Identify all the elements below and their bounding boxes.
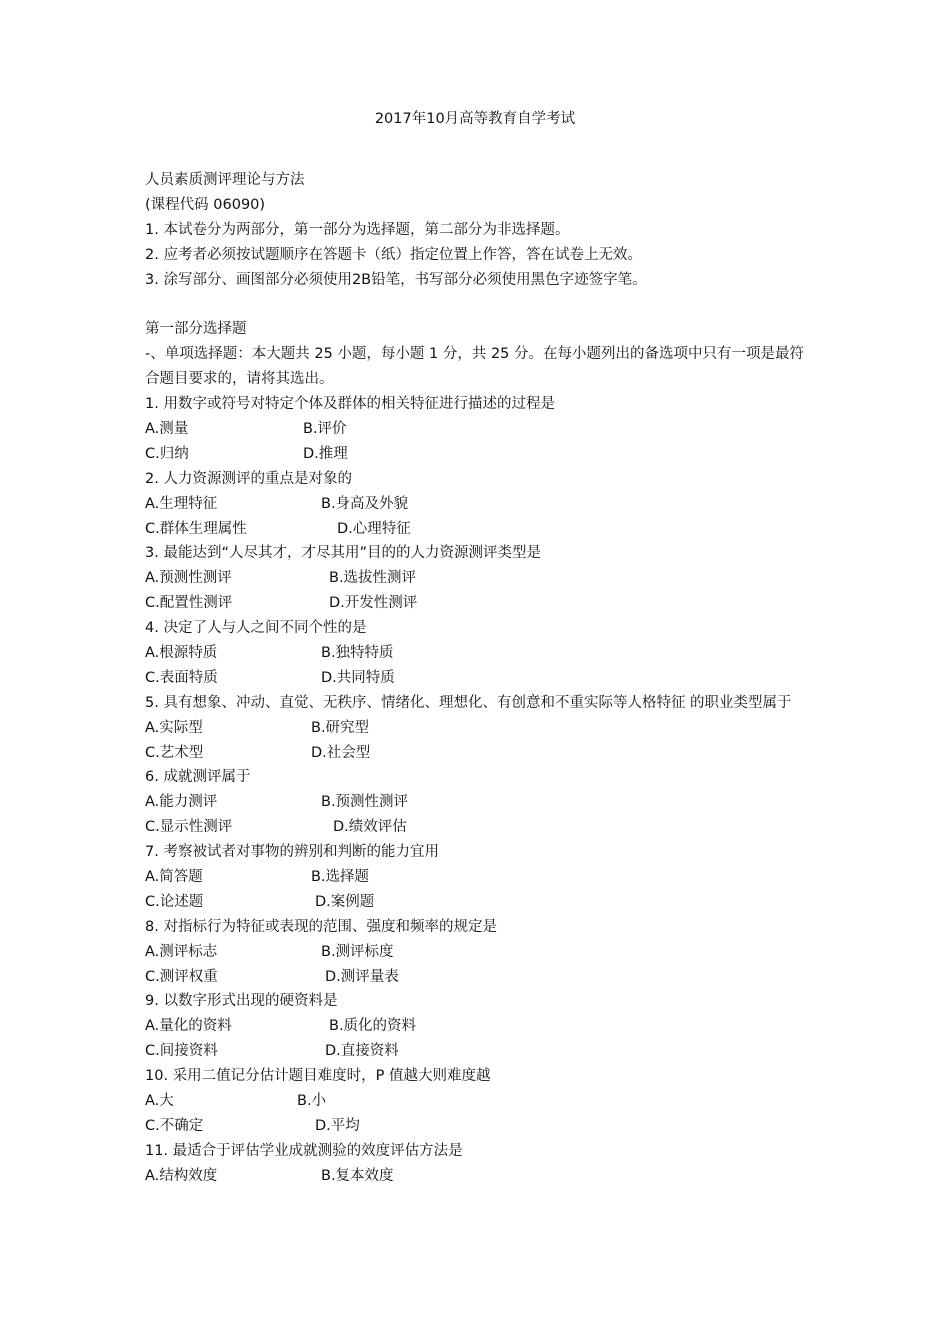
options-row bbox=[145, 716, 815, 741]
option-a: A.测评标志 bbox=[145, 943, 218, 960]
option-b: B.预测性测评 bbox=[321, 794, 409, 811]
exam-title: 2017年10月高等教育自学考试 bbox=[374, 111, 576, 127]
options-row bbox=[145, 492, 815, 517]
options-row bbox=[145, 865, 815, 890]
question-text: 8. 对指标行为特征或表现的范围、强度和频率的规定是 bbox=[145, 918, 497, 935]
option-d: D.开发性测评 bbox=[329, 595, 418, 612]
option-b: B.复本效度 bbox=[321, 1167, 394, 1184]
options-row bbox=[145, 1039, 815, 1064]
question-text: 3. 最能达到“人尽其才，才尽其用”目的的人力资源测评类型是 bbox=[145, 545, 541, 562]
subject-name: 人员素质测评理论与方法 bbox=[145, 172, 305, 188]
option-a: A.大 bbox=[145, 1093, 174, 1109]
options-row bbox=[145, 741, 815, 766]
option-c: C.测评权重 bbox=[145, 968, 218, 985]
options-row bbox=[145, 442, 815, 467]
option-d: D.平均 bbox=[315, 1117, 360, 1134]
options-row bbox=[145, 666, 815, 691]
options-row bbox=[145, 591, 815, 616]
option-d: D.推理 bbox=[303, 445, 348, 462]
option-a: A.结构效度 bbox=[145, 1167, 218, 1184]
option-c: C.间接资料 bbox=[145, 1043, 218, 1060]
exam-content bbox=[145, 168, 815, 1189]
option-d: D.案例题 bbox=[315, 893, 375, 910]
option-c: C.艺术型 bbox=[145, 744, 204, 761]
options-row bbox=[145, 1014, 815, 1039]
options-row bbox=[145, 517, 815, 542]
option-b: B.选拔性测评 bbox=[329, 570, 417, 587]
option-c: C.配置性测评 bbox=[145, 595, 233, 612]
option-b: B.测评标度 bbox=[321, 943, 394, 960]
question-text: 9. 以数字形式出现的硬资料是 bbox=[145, 993, 338, 1010]
options-row bbox=[145, 1089, 815, 1114]
option-a: A.量化的资料 bbox=[145, 1018, 232, 1035]
option-a: A.根源特质 bbox=[145, 644, 218, 661]
question-text: 2. 人力资源测评的重点是对象的 bbox=[145, 470, 352, 487]
option-b: B.研究型 bbox=[311, 719, 370, 736]
options-row bbox=[145, 1164, 815, 1189]
option-c: C.群体生理属性 bbox=[145, 520, 247, 537]
option-c: C.论述题 bbox=[145, 893, 204, 910]
options-row bbox=[145, 815, 815, 840]
option-b: B.小 bbox=[297, 1093, 327, 1109]
question-text: 6. 成就测评属于 bbox=[145, 769, 251, 786]
options-row bbox=[145, 1114, 815, 1139]
instruction-1: 1. 本试卷分为两部分，第一部分为选择题，第二部分为非选择题。 bbox=[145, 221, 570, 238]
option-a: A.实际型 bbox=[145, 719, 203, 736]
option-a: A.测量 bbox=[145, 420, 189, 437]
option-d: D.测评量表 bbox=[325, 968, 399, 985]
option-b: B.质化的资料 bbox=[329, 1018, 417, 1035]
option-b: B.选择题 bbox=[311, 868, 370, 885]
option-a: A.生理特征 bbox=[145, 495, 218, 512]
section-intro: -、单项选择题：本大题共 25 小题，每小题 1 分，共 25 分。在每小题列出的备选项中只有一项是最符合题目要求的，请将其选出。 bbox=[145, 346, 805, 388]
option-b: B.评价 bbox=[303, 420, 347, 437]
option-d: D.心理特征 bbox=[337, 520, 411, 537]
option-c: C.显示性测评 bbox=[145, 819, 233, 836]
question-text: 5. 具有想象、冲动、直觉、无秩序、情绪化、理想化、有创意和不重实际等人格特征 的职业类型属于 bbox=[145, 694, 792, 711]
option-c: C.表面特质 bbox=[145, 669, 218, 686]
options-row bbox=[145, 890, 815, 915]
option-a: A.能力测评 bbox=[145, 794, 218, 811]
option-d: D.绩效评估 bbox=[333, 819, 407, 836]
options-row bbox=[145, 641, 815, 666]
question-text: 1. 用数字或符号对特定个体及群体的相关特征进行描述的过程是 bbox=[145, 396, 555, 413]
question-text: 11. 最适合于评估学业成就测验的效度评估方法是 bbox=[145, 1142, 463, 1159]
option-c: C.归纳 bbox=[145, 445, 189, 462]
options-row bbox=[145, 965, 815, 990]
options-row bbox=[145, 940, 815, 965]
part-title: 第一部分选择题 bbox=[145, 321, 247, 338]
options-row bbox=[145, 566, 815, 591]
instruction-3: 3. 涂写部分、画图部分必须使用2B铅笔，书写部分必须使用黑色字迹签字笔。 bbox=[145, 271, 647, 288]
question-text: 4. 决定了人与人之间不同个性的是 bbox=[145, 620, 367, 637]
question-text: 10. 采用二值记分估计题目难度时，P 值越大则难度越 bbox=[145, 1068, 491, 1085]
question-text: 7. 考察被试者对事物的辨别和判断的能力宜用 bbox=[145, 844, 439, 861]
option-a: A.简答题 bbox=[145, 868, 203, 885]
option-d: D.直接资料 bbox=[325, 1043, 399, 1060]
options-row bbox=[145, 417, 815, 442]
option-b: B.身高及外貌 bbox=[321, 495, 409, 512]
option-b: B.独特特质 bbox=[321, 644, 394, 661]
course-code: (课程代码 06090) bbox=[145, 196, 266, 213]
option-d: D.共同特质 bbox=[321, 669, 395, 686]
option-d: D.社会型 bbox=[311, 744, 371, 761]
option-c: C.不确定 bbox=[145, 1117, 204, 1134]
instruction-2: 2. 应考者必须按试题顺序在答题卡（纸）指定位置上作答，答在试卷上无效。 bbox=[145, 246, 642, 263]
option-a: A.预测性测评 bbox=[145, 570, 232, 587]
options-row bbox=[145, 790, 815, 815]
